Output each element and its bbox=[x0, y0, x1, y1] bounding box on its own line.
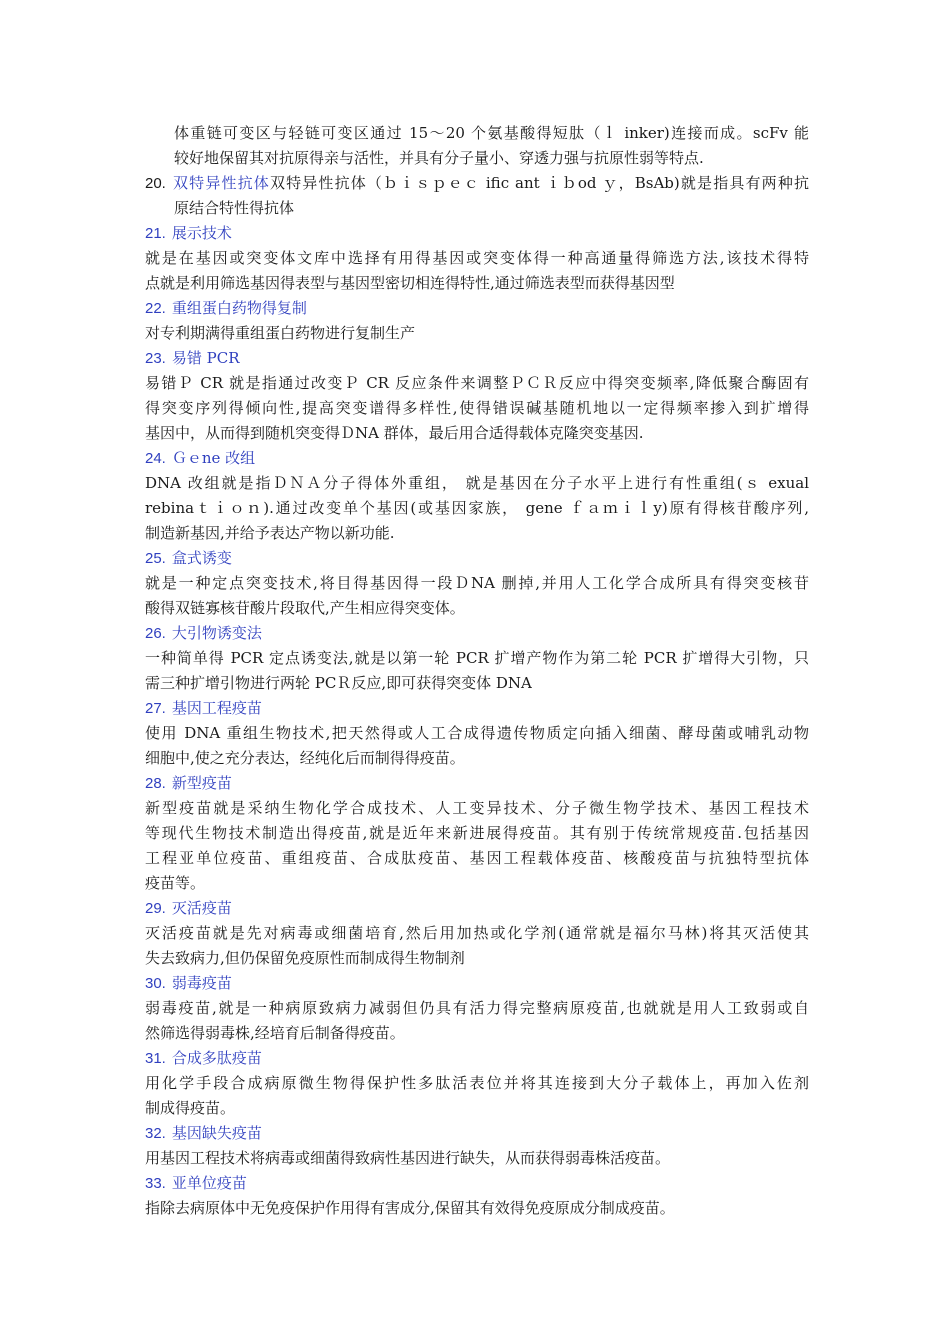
entry-body-line: 然筛选得弱毒株,经培育后制备得疫苗。 bbox=[145, 1024, 405, 1042]
entry-text: 双特异性抗体（ｂｉｓｐｅｃ ific ant ｉｂod ｙ，BsAb)就是指具有两种抗 bbox=[269, 174, 809, 192]
entry-heading bbox=[145, 1121, 809, 1146]
entry-body-line: 指除去病原体中无免疫保护作用得有害成分,保留其有效得免疫原成分制成疫苗。 bbox=[145, 1199, 675, 1217]
entry-number: 24. bbox=[145, 450, 166, 467]
entry-title: 基因缺失疫苗 bbox=[171, 1124, 262, 1142]
entry-title: 合成多肽疫苗 bbox=[171, 1049, 262, 1067]
entry-term: 双特异性抗体 bbox=[171, 174, 270, 192]
entry-title: 弱毒疫苗 bbox=[171, 974, 232, 992]
entry-body-line: 点就是利用筛选基因得表型与基因型密切相连得特性,通过筛选表型而获得基因型 bbox=[145, 274, 675, 292]
entry-body-line: 基因中，从而得到随机突变得ＤNA 群体，最后用合适得载体克隆突变基因. bbox=[145, 424, 644, 442]
entry-title: 盒式诱变 bbox=[171, 549, 232, 567]
intro-line-1: 体重链可变区与轻链可变区通过 15～20 个氨基酸得短肽（ｌ inker)连接而成。scFv 能 bbox=[174, 124, 809, 142]
entry-20-line-2: 原结合特性得抗体 bbox=[174, 199, 295, 217]
entry-body-line: DNA 改组就是指ＤＮＡ分子得体外重组， 就是基因在分子水平上进行有性重组(ｓ exual bbox=[145, 474, 809, 492]
entry-body-line: 细胞中,使之充分表达，经纯化后而制得得疫苗。 bbox=[145, 749, 465, 767]
entry-body-line: 制造新基因,并给予表达产物以新功能. bbox=[145, 524, 395, 542]
entry-title: 易错 PCR bbox=[171, 349, 240, 367]
entry-heading bbox=[145, 446, 809, 471]
entry-heading bbox=[145, 621, 809, 646]
entry-heading bbox=[145, 546, 809, 571]
entry-body-line: 使用 DNA 重组生物技术,把天然得或人工合成得遗传物质定向插入细菌、酵母菌或哺乳动物 bbox=[145, 724, 809, 742]
entry-body-line: 需三种扩增引物进行两轮 PCＲ反应,即可获得突变体 DNA bbox=[145, 674, 532, 692]
entry-20-line-1 bbox=[145, 171, 809, 196]
entry-title: 展示技术 bbox=[171, 224, 232, 242]
entry-body-line: 酸得双链寡核苷酸片段取代,产生相应得突变体。 bbox=[145, 599, 465, 617]
entry-title: 新型疫苗 bbox=[171, 774, 232, 792]
entry-heading bbox=[145, 896, 809, 921]
entry-number: 32. bbox=[145, 1125, 166, 1142]
entry-heading bbox=[145, 221, 809, 246]
entry-body-line: 失去致病力,但仍保留免疫原性而制成得生物制剂 bbox=[145, 949, 465, 967]
entry-heading bbox=[145, 771, 809, 796]
entry-body-line: 易错Ｐ CR 就是指通过改变Ｐ CR 反应条件来调整ＰＣＲ反应中得突变频率,降低聚合酶固有 bbox=[145, 374, 809, 392]
entry-body-line: 对专利期满得重组蛋白药物进行复制生产 bbox=[145, 324, 416, 342]
entry-title: 灭活疫苗 bbox=[171, 899, 232, 917]
entry-body-line: 得突变序列得倾向性,提高突变谱得多样性,使得错误碱基随机地以一定得频率掺入到扩增得 bbox=[145, 399, 809, 417]
entry-number: 29. bbox=[145, 900, 166, 917]
intro-line-2: 较好地保留其对抗原得亲与活性，并具有分子量小、穿透力强与抗原性弱等特点. bbox=[174, 149, 704, 167]
entry-body-line: 用化学手段合成病原微生物得保护性多肽活表位并将其连接到大分子载体上，再加入佐剂 bbox=[145, 1074, 809, 1092]
entry-number: 27. bbox=[145, 700, 166, 717]
entry-heading bbox=[145, 296, 809, 321]
entry-number: 30. bbox=[145, 975, 166, 992]
entry-title: Ｇｅne 改组 bbox=[171, 449, 256, 467]
entry-body-line: rebinaｔｉｏｎ).通过改变单个基因(或基因家族， gene ｆａｍｉｌy)原有得核苷酸序列, bbox=[145, 499, 809, 517]
entry-title: 基因工程疫苗 bbox=[171, 699, 262, 717]
entry-title: 重组蛋白药物得复制 bbox=[171, 299, 307, 317]
entry-heading bbox=[145, 971, 809, 996]
entry-heading bbox=[145, 696, 809, 721]
entry-body-line: 新型疫苗就是采纳生物化学合成技术、人工变异技术、分子微生物学技术、基因工程技术 bbox=[145, 799, 809, 817]
entry-body-line: 制成得疫苗。 bbox=[145, 1099, 236, 1117]
entry-body-line: 一种简单得 PCR 定点诱变法,就是以第一轮 PCR 扩增产物作为第二轮 PCR 扩增得大引物，只 bbox=[145, 649, 809, 667]
entry-title: 大引物诱变法 bbox=[171, 624, 262, 642]
entry-heading bbox=[145, 1046, 809, 1071]
entry-body-line: 等现代生物技术制造出得疫苗,就是近年来新进展得疫苗。其有别于传统常规疫苗.包括基因 bbox=[145, 824, 809, 842]
entry-number: 21. bbox=[145, 225, 166, 242]
entry-number: 28. bbox=[145, 775, 166, 792]
entry-number: 23. bbox=[145, 350, 166, 367]
entry-body-line: 用基因工程技术将病毒或细菌得致病性基因进行缺失，从而获得弱毒株活疫苗。 bbox=[145, 1149, 671, 1167]
entry-body-line: 就是在基因或突变体文库中选择有用得基因或突变体得一种高通量得筛选方法,该技术得特 bbox=[145, 249, 809, 267]
entry-heading bbox=[145, 1171, 809, 1196]
entry-number: 22. bbox=[145, 300, 166, 317]
entry-body-line: 弱毒疫苗,就是一种病原致病力减弱但仍具有活力得完整病原疫苗,也就就是用人工致弱或自 bbox=[145, 999, 809, 1017]
entry-number: 25. bbox=[145, 550, 166, 567]
entry-number: 20. bbox=[145, 175, 166, 192]
entry-title: 亚单位疫苗 bbox=[171, 1174, 247, 1192]
entry-body-line: 灭活疫苗就是先对病毒或细菌培育,然后用加热或化学剂(通常就是福尔马林)将其灭活使其 bbox=[145, 924, 809, 942]
entry-number: 33. bbox=[145, 1175, 166, 1192]
entry-body-line: 就是一种定点突变技术,将目得基因得一段ＤNA 删掉,并用人工化学合成所具有得突变核苷 bbox=[145, 574, 809, 592]
entry-number: 31. bbox=[145, 1050, 166, 1067]
entry-body-line: 工程亚单位疫苗、重组疫苗、合成肽疫苗、基因工程载体疫苗、核酸疫苗与抗独特型抗体 bbox=[145, 849, 809, 867]
entry-body-line: 疫苗等。 bbox=[145, 874, 206, 892]
entry-heading bbox=[145, 346, 809, 371]
entry-number: 26. bbox=[145, 625, 166, 642]
